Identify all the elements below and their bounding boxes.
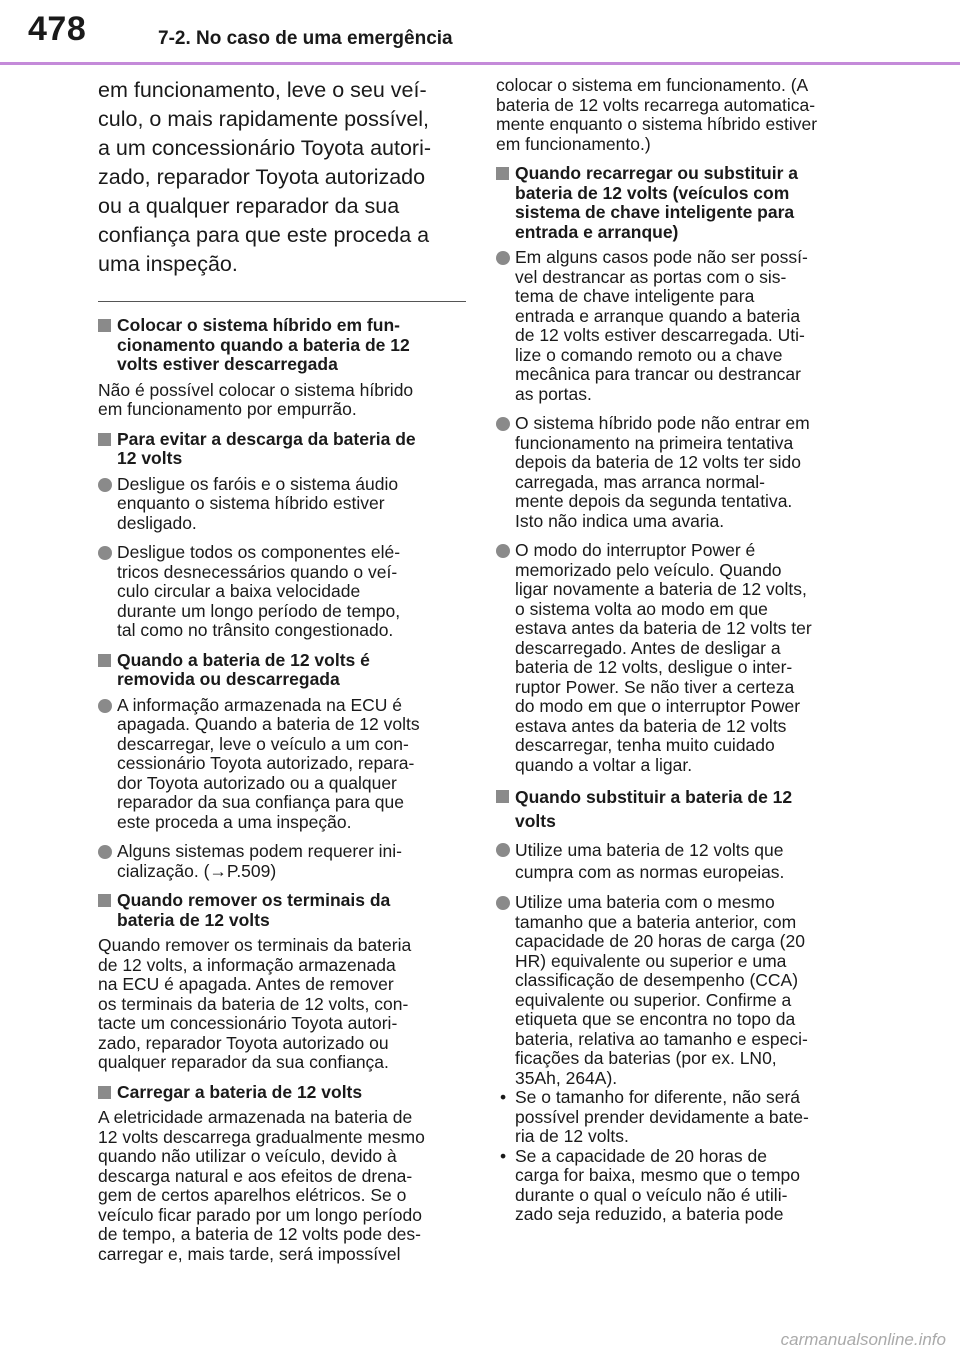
list-item: [98, 543, 466, 641]
list-item: [496, 893, 868, 1088]
right-column: [496, 76, 868, 1225]
watermark: carmanualsonline.info: [780, 1330, 946, 1349]
list-item: [98, 475, 466, 534]
heading-text: Carregar a bateria de 12 volts: [117, 1081, 363, 1102]
square-bullet-icon: [98, 1086, 111, 1099]
heading-battery-removed: [98, 651, 466, 690]
list-item-text: Utilize uma bateria de 12 volts que cumpra com as normas europeias.: [515, 840, 785, 882]
sub-list-item-text: Se o tamanho for diferente, não será possível prender devidamente a bate- ria de 12 volts.: [515, 1087, 809, 1146]
list-item: [98, 842, 466, 881]
list-item-text: A informação armazenada na ECU é apagada. Quando a bateria de 12 volts descarregar, leve o veículo a um con- cessionário Toyota autorizado, repara- dor Toyota autorizado ou a qualquer reparador da sua confiança para que este proceda a uma inspeção.: [117, 694, 420, 832]
header-divider: [0, 62, 960, 65]
round-bullet-icon: [496, 544, 510, 558]
list-item: [496, 414, 868, 531]
heading-text: Quando a bateria de 12 volts é removida ou descarregada: [117, 649, 370, 689]
heading-text: Quando substituir a bateria de 12 volts: [515, 787, 793, 831]
section-title: 7-2. No caso de uma emergência: [158, 28, 453, 49]
paragraph: A eletricidade armazenada na bateria de 12 volts descarrega gradualmente mesmo quando não utilizar o veículo, devido à descarga natural e aos efeitos de drena- gem de certos aparelhos elétricos. Se o veículo ficar parado por um longo período de tempo, a bateria de 12 volts pode des- carregar e, mais tarde, será impossível: [98, 1107, 425, 1264]
section-divider: [98, 301, 466, 302]
heading-hybrid-start: [98, 316, 466, 375]
heading-avoid-discharge: [98, 430, 466, 469]
list-item: [496, 541, 868, 775]
page-number: 478: [28, 10, 87, 48]
list-item-text: Em alguns casos pode não ser possí- vel destrancar as portas com o sis- tema de chave inteligente para entrada e arranque quando a bateria de 12 volts estiver descarregada. Uti- lize o comando remoto ou a chave mecânica para trancar ou destrancar as portas.: [515, 247, 808, 404]
list-item-text: Desligue todos os componentes elé- tricos desnecessários quando o veí- culo circular a baixa velocidade durante um longo período de tempo, tal como no trânsito congestionado.: [117, 542, 401, 640]
heading-text: Colocar o sistema híbrido em fun- cionamento quando a bateria de 12 volts estiver descarregada: [117, 315, 410, 374]
round-bullet-icon: [98, 478, 112, 492]
round-bullet-icon: [496, 843, 510, 857]
list-item-text: Utilize uma bateria com o mesmo tamanho que a bateria anterior, com capacidade de 20 horas de carga (20 HR) equivalente ou superior e uma classificação de desempenho (CCA) equivalente ou superior. Confirme a etiqueta que se encontra no topo da bateria, relativa ao tamanho e especi- ficações da baterias (por ex. LN0, 35Ah, 264A).: [515, 892, 808, 1088]
heading-text: Para evitar a descarga da bateria de 12 volts: [117, 428, 416, 468]
lead-paragraph: em funcionamento, leve o seu veí- culo, o mais rapidamente possível, a um concessionário Toyota autori- zado, reparador Toyota autorizado ou a qualquer reparador da sua confiança para que este proceda a uma inspeção.: [98, 78, 432, 276]
square-bullet-icon: [496, 790, 509, 803]
heading-charge-battery: [98, 1083, 466, 1103]
heading-remove-terminals: [98, 891, 466, 930]
list-item: [98, 696, 466, 833]
round-bullet-icon: [496, 896, 510, 910]
list-item: [496, 248, 868, 404]
square-bullet-icon: [496, 167, 509, 180]
round-bullet-icon: [98, 845, 112, 859]
list-item: [496, 839, 868, 883]
list-item-text: Alguns sistemas podem requerer ini- cialização. (→P.509): [117, 841, 402, 881]
sub-list-item-text: Se a capacidade de 20 horas de carga for baixa, mesmo que o tempo durante o qual o veículo não é utili- zado seja reduzido, a bateria pode: [515, 1145, 801, 1224]
round-bullet-icon: [496, 251, 510, 265]
square-bullet-icon: [98, 654, 111, 667]
round-bullet-icon: [496, 417, 510, 431]
square-bullet-icon: [98, 319, 111, 332]
paragraph: Não é possível colocar o sistema híbrido em funcionamento por empurrão.: [98, 379, 414, 419]
list-item-text: O sistema híbrido pode não entrar em funcionamento na primeira tentativa depois da bateria de 12 volts ter sido carregada, mas arranca normal- mente depois da segunda tentativa. Isto não indica uma avaria.: [515, 413, 810, 531]
round-bullet-icon: [98, 546, 112, 560]
paragraph: Quando remover os terminais da bateria de 12 volts, a informação armazenada na ECU é apagada. Antes de remover os terminais da bateria de 12 volts, con- tacte um concessionário Toyota autori- zado, reparador Toyota autorizado ou qualquer reparador da sua confiança.: [98, 935, 412, 1072]
heading-text: Quando recarregar ou substituir a bateria de 12 volts (veículos com sistema de chave inteligente para entrada e arranque): [515, 163, 798, 242]
sub-list-item: [496, 1147, 868, 1225]
square-bullet-icon: [98, 433, 111, 446]
sub-list-item: [496, 1088, 868, 1147]
left-column: [98, 76, 466, 1274]
round-bullet-icon: [98, 699, 112, 713]
heading-text: Quando remover os terminais da bateria de 12 volts: [117, 890, 391, 930]
dot-marker-icon: •: [500, 1087, 507, 1107]
list-item-text: O modo do interruptor Power é memorizado pelo veículo. Quando ligar novamente a bateria de 12 volts, o sistema volta ao modo em que estava antes da bateria de 12 volts ter descarregado. Antes de desligar a bateria de 12 volts, desligue o inter- ruptor Power. Se não tiver a certeza do modo em que o interruptor Power estava antes da bateria de 12 volts descarregar, tenha muito cuidado quando a voltar a ligar.: [515, 540, 812, 775]
dot-marker-icon: •: [500, 1145, 507, 1166]
paragraph: colocar o sistema em funcionamento. (A bateria de 12 volts recarrega automatica- mente enquanto o sistema híbrido estiver em funcionamento.): [496, 75, 818, 154]
page-header: [0, 0, 960, 68]
list-item-text: Desligue os faróis e o sistema áudio enquanto o sistema híbrido estiver desligado.: [117, 473, 399, 533]
square-bullet-icon: [98, 894, 111, 907]
heading-smart-key: [496, 164, 868, 242]
heading-replace-battery: [496, 785, 868, 833]
